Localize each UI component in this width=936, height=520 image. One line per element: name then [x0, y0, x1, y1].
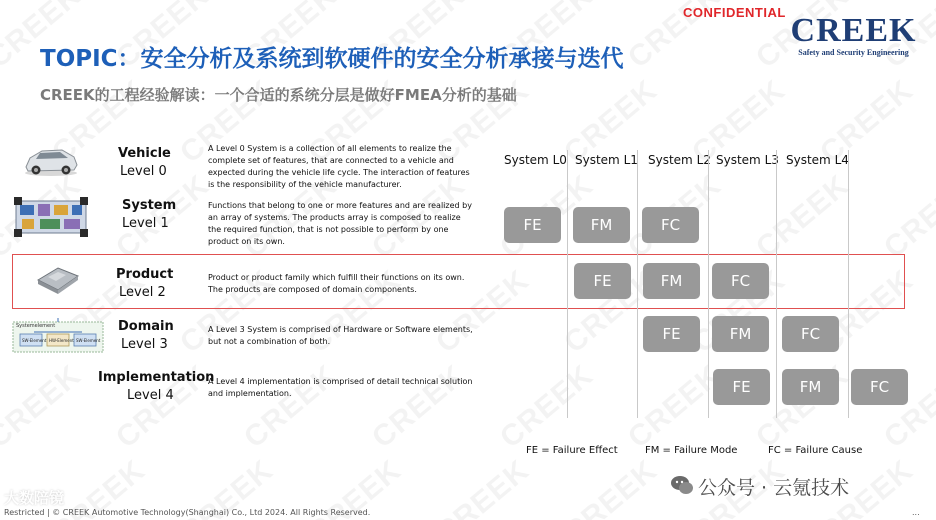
column-header-system-l0: System L0	[504, 153, 567, 167]
column-header-system-l1: System L1	[575, 153, 638, 167]
level-description: A Level 4 implementation is comprised of detail technical solution and implementation.	[208, 377, 473, 398]
failure-mode-box: FM	[573, 207, 630, 243]
creek-logo	[786, 14, 921, 58]
failure-mode-box: FM	[782, 369, 839, 405]
column-header-system-l2: System L2	[648, 153, 711, 167]
failure-mode-box: FM	[643, 263, 700, 299]
level-name-vehicle: Vehicle	[118, 146, 171, 161]
legend-failure-effect: FE = Failure Effect	[526, 445, 618, 456]
failure-effect-box: FE	[574, 263, 631, 299]
page-subtitle: CREEK的工程经验解读：一个合适的系统分层是做好FMEA分析的基础	[40, 86, 517, 104]
level-description: A Level 3 System is comprised of Hardware or Software elements, but not a combination of both.	[208, 325, 473, 346]
level-name-domain: Domain	[118, 319, 174, 334]
failure-cause-box: FC	[712, 263, 769, 299]
domain-icon-cell-label: SW-Element	[22, 338, 47, 343]
background-watermark	[366, 359, 472, 456]
copyright-footer: Restricted | © CREEK Automotive Technology(Shanghai) Co., Ltd 2024. All Rights Reserved.	[4, 508, 371, 517]
page-title: TOPIC：安全分析及系统到软硬件的安全分析承接与迭代	[40, 46, 624, 72]
level-name-product: Product	[116, 267, 174, 282]
failure-cause-box: FC	[642, 207, 699, 243]
level-number-2: Level 2	[119, 285, 166, 300]
product-row-highlight	[12, 254, 905, 309]
domain-element-icon	[12, 318, 104, 354]
background-watermark	[750, 169, 856, 266]
column-header-system-l4: System L4	[786, 153, 849, 167]
column-separator	[708, 150, 709, 418]
column-separator	[637, 150, 638, 418]
domain-icon-cell-label: SW-Element	[76, 338, 101, 343]
background-watermark	[430, 454, 536, 520]
logo-tagline: Safety and Security Engineering	[798, 48, 909, 57]
system-chassis-icon	[14, 195, 88, 239]
failure-mode-box: FM	[712, 316, 769, 352]
level-number-0: Level 0	[120, 164, 167, 179]
legend-failure-mode: FM = Failure Mode	[645, 445, 738, 456]
wechat-account-label: 公众号 · 云氪技术	[698, 477, 850, 499]
column-separator	[776, 150, 777, 418]
background-watermark	[494, 359, 600, 456]
logo-wordmark: CREEK	[790, 12, 917, 49]
level-number-1: Level 1	[122, 216, 169, 231]
background-watermark	[558, 454, 664, 520]
vehicle-car-icon	[22, 143, 80, 177]
failure-cause-box: FC	[782, 316, 839, 352]
confidential-label: CONFIDENTIAL	[683, 5, 786, 20]
domain-icon-top-label: Systemelement	[16, 323, 56, 329]
level-description: Product or product family which fulfill their functions on its own. The products are composed of domain components.	[208, 273, 465, 294]
level-number-4: Level 4	[127, 388, 174, 403]
legend-failure-cause: FC = Failure Cause	[768, 445, 863, 456]
failure-effect-box: FE	[504, 207, 561, 243]
wechat-icon	[670, 474, 694, 496]
level-name-system: System	[122, 198, 177, 213]
column-header-system-l3: System L3	[716, 153, 779, 167]
failure-cause-box: FC	[851, 369, 908, 405]
column-separator	[848, 150, 849, 418]
corner-watermark-text: 大数陪镜	[4, 489, 65, 507]
level-description: Functions that belong to one or more features and are realized by an array of systems. The products array is composed to realize the required function, that is not possible to perform by one product on its own.	[208, 201, 472, 246]
level-number-3: Level 3	[121, 337, 168, 352]
level-description: A Level 0 System is a collection of all elements to realize the complete set of features, that are connected to a vehicle and expected during the vehicle life cycle. The interaction of features is the responsibility of the vehicle manufacturer.	[208, 144, 470, 189]
background-watermark	[0, 359, 88, 456]
failure-effect-box: FE	[643, 316, 700, 352]
background-watermark	[238, 359, 344, 456]
domain-icon-cell-label: HW-Element	[49, 338, 74, 343]
failure-effect-box: FE	[713, 369, 770, 405]
level-name-implementation: Implementation	[98, 370, 215, 385]
background-watermark	[878, 169, 936, 266]
corner-dots: ...	[912, 508, 920, 517]
column-separator	[567, 150, 568, 418]
